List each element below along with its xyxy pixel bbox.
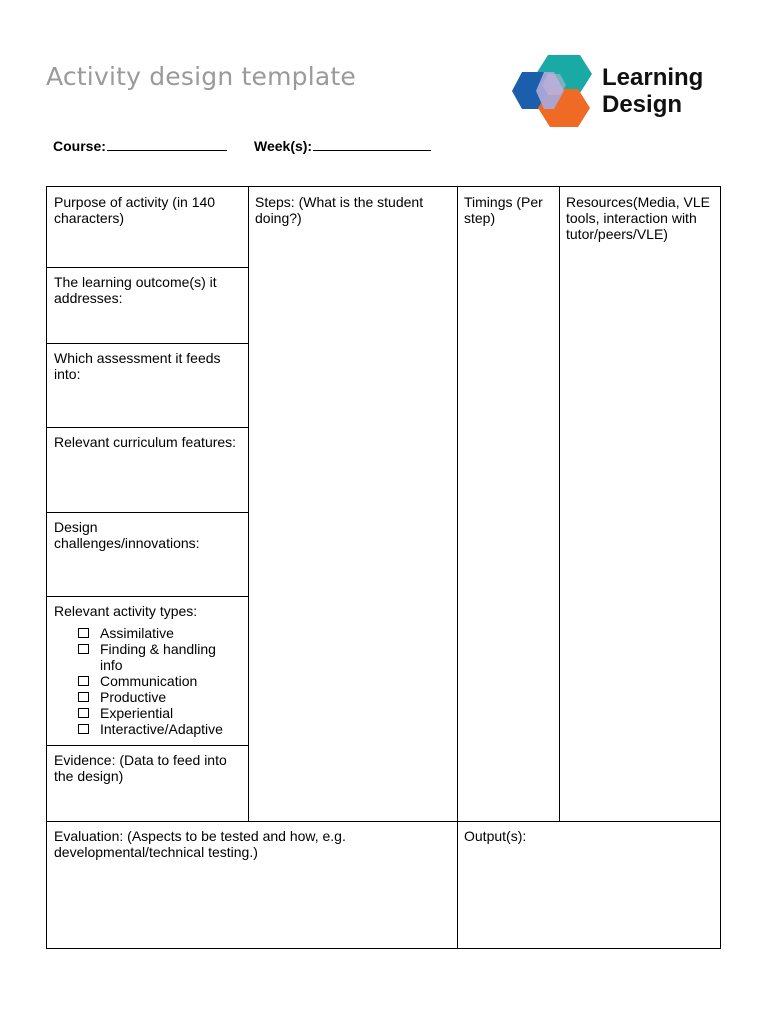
purpose-cell[interactable] [47,187,248,267]
activity-type-item[interactable]: Assimilative [78,625,241,641]
checkbox-icon[interactable] [78,708,89,718]
learning-design-logo [508,47,728,132]
outputs-cell[interactable] [457,821,721,949]
learning-outcomes-cell[interactable] [47,267,248,343]
hexagon-logo-icon [508,47,600,132]
evaluation-label: Evaluation: (Aspects to be tested and how, e.g. developmental/technical testing.) [54,828,346,860]
activity-types-checklist [54,625,241,737]
checkbox-icon[interactable] [78,644,89,654]
activity-type-item[interactable]: Communication [78,673,241,689]
design-challenges-label: Design challenges/innovations: [54,519,200,551]
resources-label: Resources(Media, VLE tools, interaction with tutor/peers/VLE) [566,194,710,242]
curriculum-label: Relevant curriculum features: [54,434,237,450]
checkbox-icon[interactable] [78,724,89,734]
purpose-label: Purpose of activity (in 140 characters) [54,194,216,226]
outputs-label: Output(s): [464,828,527,844]
steps-cell[interactable] [248,187,457,821]
activity-design-table [46,186,721,949]
logo-text-line1: Learning [602,64,704,91]
steps-label: Steps: (What is the student doing?) [255,194,424,226]
curriculum-cell[interactable] [47,427,248,512]
page-title: Activity design template [46,62,356,91]
resources-cell[interactable] [559,187,721,821]
evaluation-cell[interactable] [47,821,457,949]
weeks-field[interactable] [254,136,431,154]
course-field[interactable] [53,136,227,154]
activity-type-item[interactable]: Experiential [78,705,241,721]
weeks-blank[interactable] [313,136,431,151]
evidence-cell[interactable] [47,745,248,821]
checkbox-icon[interactable] [78,676,89,686]
activity-types-label: Relevant activity types: [54,603,198,619]
evidence-label: Evidence: (Data to feed into the design) [54,752,227,784]
checkbox-icon[interactable] [78,628,89,638]
activity-type-item[interactable]: Finding & handling info [78,641,241,673]
logo-text-line2: Design [602,91,683,118]
learning-outcomes-label: The learning outcome(s) it addresses: [54,274,217,306]
assessment-label: Which assessment it feeds into: [54,350,221,382]
activity-types-cell [47,596,248,745]
weeks-label: Week(s): [254,138,313,154]
timings-cell[interactable] [457,187,559,821]
activity-type-item[interactable]: Productive [78,689,241,705]
timings-label: Timings (Per step) [464,194,543,226]
assessment-cell[interactable] [47,343,248,427]
activity-type-item[interactable]: Interactive/Adaptive [78,721,241,737]
course-label: Course: [53,138,106,154]
checkbox-icon[interactable] [78,692,89,702]
course-blank[interactable] [107,136,227,151]
design-challenges-cell[interactable] [47,512,248,596]
